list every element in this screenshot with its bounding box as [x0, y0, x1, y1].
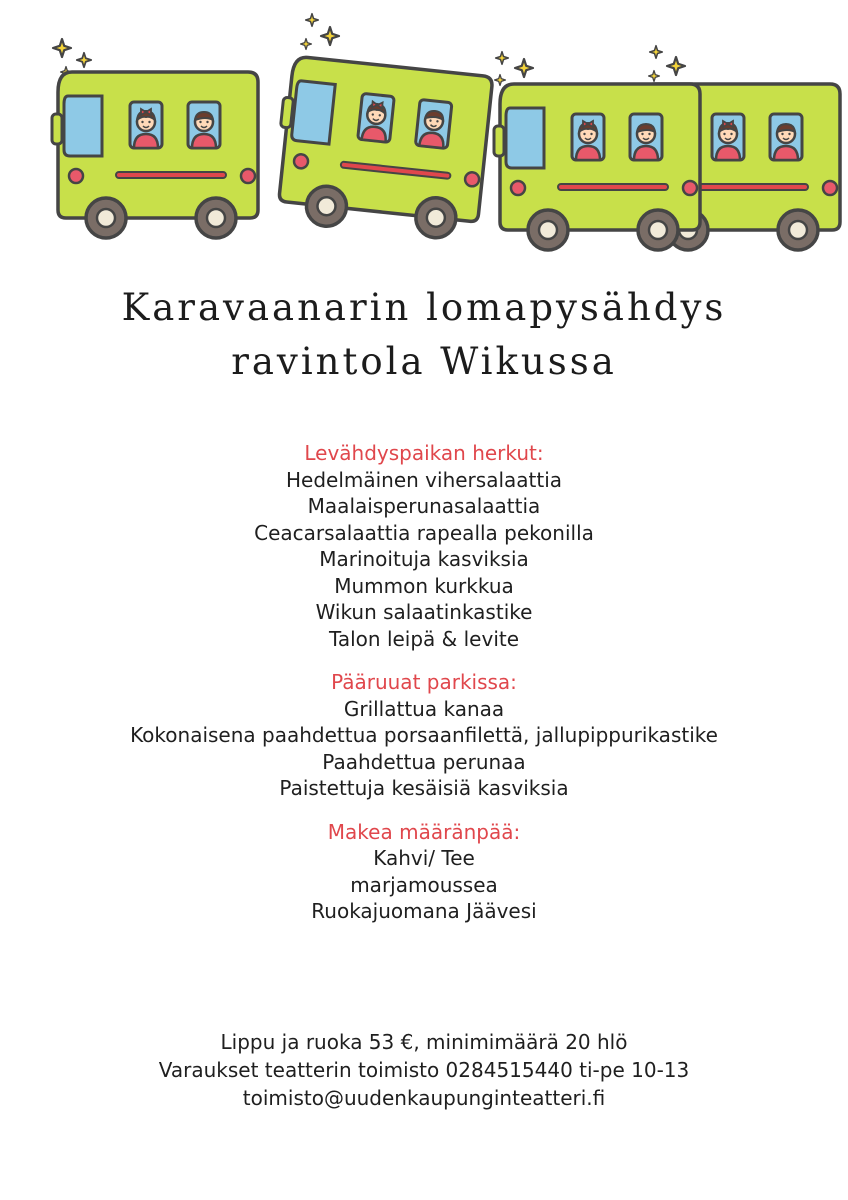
menu-item: Kahvi/ Tee [373, 846, 475, 870]
caravan-bus-illustration [0, 0, 848, 260]
menu-item: Kokonaisena paahdettua porsaanfilettä, jallupippurikastike [130, 723, 718, 747]
section-heading: Makea määränpää: [327, 819, 521, 844]
menu-item: Hedelmäinen vihersalaattia [285, 467, 563, 492]
booking-info: Varaukset teatterin toimisto 0284515440 ti-pe 10-13 [158, 1058, 690, 1082]
page-title-line-2: ravintola Wikussa [231, 340, 617, 383]
menu-item: Maalaisperunasalaattia [307, 494, 541, 518]
footer-info [0, 1028, 848, 1112]
menu-section-dessert [0, 819, 848, 925]
sparkle-icon [53, 39, 71, 57]
menu-item: Paahdettua perunaa [322, 749, 526, 774]
bus-icon [52, 72, 258, 238]
bus-icon [494, 84, 700, 250]
bus-icon [271, 55, 493, 242]
menu-item: Talon leipä & levite [328, 626, 520, 651]
menu-list [0, 440, 848, 925]
price-info: Lippu ja ruoka 53 €, minimimäärä 20 hlö [220, 1030, 628, 1054]
menu-item: Ruokajuomana Jäävesi [311, 899, 537, 923]
menu-section-mains [0, 669, 848, 802]
menu-item: Paistettuja kesäisiä kasviksia [279, 776, 569, 800]
menu-item: Ceacarsalaattia rapealla pekonilla [254, 520, 594, 545]
section-heading: Levähdyspaikan herkut: [304, 441, 544, 465]
page-title-line-1: Karavaanarin lomapysähdys [121, 286, 727, 329]
menu-item: Marinoituja kasviksia [319, 547, 529, 571]
menu-item: marjamoussea [350, 872, 498, 897]
menu-item: Mummon kurkkua [334, 573, 514, 598]
section-heading: Pääruuat parkissa: [331, 670, 517, 694]
menu-item: Grillattua kanaa [343, 696, 505, 721]
menu-section-starters [0, 440, 848, 652]
email-link[interactable]: toimisto@uudenkaupunginteatteri.fi [242, 1086, 606, 1110]
menu-item: Wikun salaatinkastike [315, 600, 533, 624]
